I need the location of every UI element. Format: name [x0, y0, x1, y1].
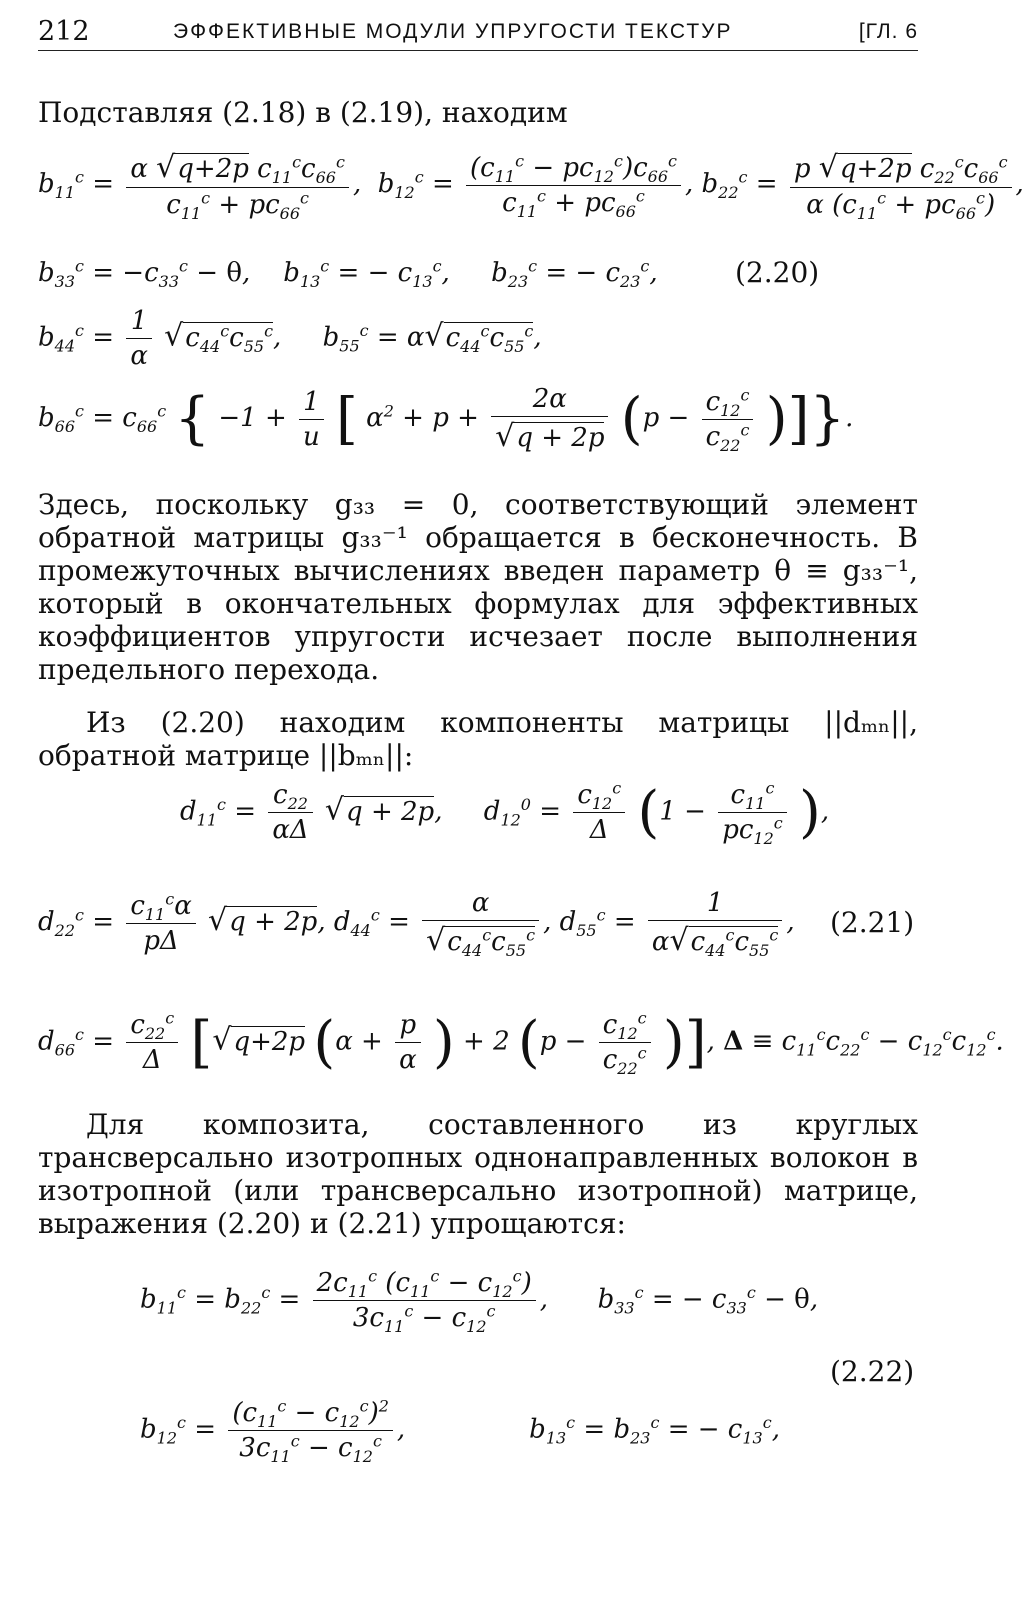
page-header — [38, 14, 918, 51]
equation-b11-b12-b22: $b_{11}^c$ = $\frac{\alpha √q+2p c_{11}^cc_{66}^c}{c_{11}^c + pc_{66}^c}$ , $b_{12}^c$ = $\frac{(c_{11}^c - pc_{12}^c)c_{66}^c}{c_{11}^c + pc_{66}^c}$ , $b_{22}^c$ = $\frac{p √q+2p c_{22}^cc_{66}^c}{\alpha (c_{11}^c + pc_{66}^c)}$ , — [38, 150, 1024, 224]
intro-line: Подставляя (2.18) в (2.19), находим — [38, 96, 568, 129]
equation-number-2-21: (2.21) — [830, 906, 915, 939]
equation-b33-b13-b23: $b_{33}^c = -c_{33}^c - \theta$, $b_{13}^c$ = − $c_{13}^c$, $b_{23}^c$ = − $c_{23}^c$, — [38, 256, 658, 292]
equation-number-2-22: (2.22) — [830, 1355, 915, 1388]
equation-b66: $b_{66}^c = c_{66}^c$ { −1 + $\frac{1}{u}$ [ $\alpha^2 + p$ + $\frac{2\alpha}{√q + 2p}$ (p − $\frac{c_{12}^c}{c_{22}^c}$ )]}. — [38, 384, 854, 455]
paragraph-from: Из (2.20) находим компоненты матрицы ||dₘₙ||, обратной матрице ||bₘₙ||: — [38, 706, 918, 772]
equation-b12-b13-b23: $b_{12}^c$ = $\frac{(c_{11}^c - c_{12}^c)^2}{3c_{11}^c - c_{12}^c}$ , $b_{13}^c = b_{23}^c$ = − $c_{13}^c$, — [140, 1396, 780, 1467]
equation-number-2-20: (2.20) — [735, 256, 820, 289]
paragraph-here: Здесь, поскольку g₃₃ = 0, соответствующий элемент обратной матрицы g₃₃⁻¹ обращается в бесконечность. В промежуточных вычислениях введен параметр θ ≡ g₃₃⁻¹, который в окончательных формулах для эффективных коэффициентов упругости исчезает после выполнения предельного перехода. — [38, 488, 918, 686]
equation-d22-d44-d55: $d_{22}^c$ = $\frac{c_{11}^c\alpha}{p\Delta}$ √q + 2p, $d_{44}^c$ = $\frac{\alpha}{√c_{44}^cc_{55}^c}$ , $d_{55}^c$ = $\frac{1}{\alpha√c_{44}^cc_{55}^c}$ , — [38, 888, 795, 961]
chapter-label: [ГЛ. 6 — [858, 20, 918, 43]
equation-d11-d12: $d_{11}^c$ = $\frac{c_{22}}{\alpha\Delta}$ √q + 2p, $d_{12}^0$ = $\frac{c_{12}^c}{\Delta}$ (1 − $\frac{c_{11}^c}{pc_{12}^c}$ ), — [180, 778, 830, 849]
page-number: 212 — [38, 16, 90, 47]
equation-b44-b55: $b_{44}^c$ = $\frac{1}{\alpha}$ $√c_{44}^cc_{55}^c$, $b_{55}^c = \alpha√c_{44}^cc_{55}^c$, — [38, 306, 542, 371]
running-title: ЭФФЕКТИВНЫЕ МОДУЛИ УПРУГОСТИ ТЕКСТУР — [173, 20, 733, 43]
paragraph-composite: Для композита, составленного из круглых трансверсально изотропных однонаправленных волокон в изотропной (или трансверсально изотропной) матрице, выражения (2.20) и (2.21) упрощаются: — [38, 1108, 918, 1240]
equation-d66-delta: $d_{66}^c$ = $\frac{c_{22}^c}{\Delta}$ [√q+2p (α + $\frac{p}{\alpha}$ ) + 2 (p − $\frac{c_{12}^c}{c_{22}^c}$ )], $\Delta \equiv c_{11}^cc_{22}^c - c_{12}^cc_{12}^c$. — [38, 1008, 1004, 1079]
equation-b11-b22-b33: $b_{11}^c = b_{22}^c$ = $\frac{2c_{11}^c (c_{11}^c - c_{12}^c)}{3c_{11}^c - c_{12}^c}$ , $b_{33}^c$ = − $c_{33}^c - \theta$, — [140, 1266, 819, 1337]
